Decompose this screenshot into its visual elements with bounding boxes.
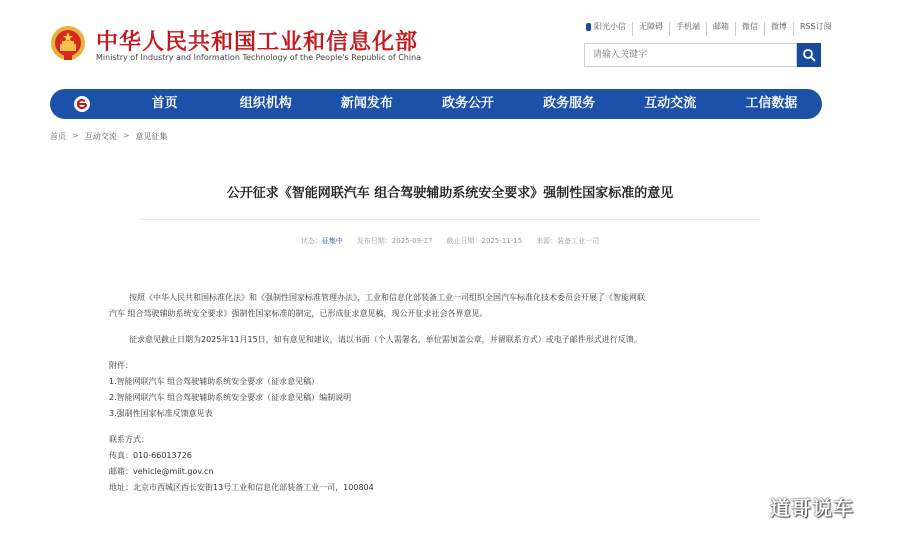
title-divider — [140, 219, 760, 220]
nav-logo[interactable] — [50, 89, 114, 119]
top-link-mailbox[interactable]: 邮箱 — [706, 22, 735, 36]
breadcrumb-separator: > — [122, 131, 130, 140]
watermark: 道哥说车 — [770, 496, 854, 520]
nav-public-affairs[interactable]: 政务公开 — [441, 96, 494, 111]
contact-fax: 传真：010-66013726 — [109, 451, 192, 460]
meta-status-label: 状态： — [300, 237, 322, 245]
paragraph-deadline: 征求意见截止日期为2025年11月15日，如有意见和建议，请以书面（个人需署名，单位需加盖公章，并留联系方式）或电子邮件形式进行反馈。 — [129, 335, 642, 344]
search-input[interactable] — [584, 43, 797, 67]
article-body — [109, 290, 769, 496]
attachment-link-3[interactable]: 3.强制性国家标准反馈意见表 — [109, 409, 213, 418]
article-title: 公开征求《智能网联汽车 组合驾驶辅助系统安全要求》强制性国家标准的意见 — [226, 186, 674, 201]
attachment-link-1[interactable]: 1.智能网联汽车 组合驾驶辅助系统安全要求（征求意见稿） — [109, 377, 320, 386]
nav-data[interactable]: 工信数据 — [745, 96, 798, 111]
search-button[interactable] — [797, 43, 821, 67]
paragraph-intro-line2: 汽车 组合驾驶辅助系统安全要求》强制性国家标准的制定，已形成征求意见稿，现公开征求社会各界意见。 — [109, 309, 488, 318]
contact-address: 地址：北京市西城区西长安街13号工业和信息化部装备工业一司，100804 — [109, 483, 374, 492]
attachments-label: 附件： — [109, 361, 133, 370]
main-nav — [50, 89, 822, 119]
top-link-mobile[interactable]: 手机端 — [669, 22, 706, 36]
nav-organization[interactable]: 组织机构 — [239, 96, 292, 111]
meta-status — [301, 236, 343, 246]
meta-source: 来源：装备工业一司 — [536, 237, 600, 245]
top-links — [584, 22, 838, 36]
meta-deadline: 截止日期：2025-11-15 — [446, 237, 523, 245]
nav-interaction[interactable]: 互动交流 — [644, 96, 697, 111]
search-icon — [802, 48, 816, 62]
breadcrumb-interaction[interactable]: 互动交流 — [84, 132, 117, 141]
national-emblem-icon[interactable] — [50, 24, 86, 62]
top-link-sunshine[interactable]: 阳光小信 — [584, 22, 632, 36]
paragraph-intro-line1: 按照《中华人民共和国标准化法》和《强制性国家标准管理办法》，工业和信息化部装备工业一司组织全国汽车标准化技术委员会开展了《智能网联 — [129, 293, 645, 302]
top-link-wechat[interactable]: 微信 — [735, 22, 764, 36]
breadcrumb-separator: > — [72, 131, 79, 140]
site-header — [0, 0, 900, 86]
breadcrumb-feedback[interactable]: 意见征集 — [135, 132, 168, 141]
top-link-rss[interactable]: RSS订阅 — [793, 22, 838, 36]
meta-publish-date: 发布日期：2025-09-17 — [356, 237, 433, 245]
breadcrumb — [50, 131, 167, 142]
contact-email[interactable]: 邮箱：vehicle@miit.gov.cn — [109, 467, 214, 476]
contact-label: 联系方式： — [109, 435, 149, 444]
nav-home[interactable]: 首页 — [151, 96, 178, 111]
attachment-link-2[interactable]: 2.智能网联汽车 组合驾驶辅助系统安全要求（征求意见稿）编制说明 — [109, 393, 352, 402]
top-link-weibo[interactable]: 微博 — [764, 22, 793, 36]
miit-logo-icon — [73, 95, 91, 113]
meta-status-value: 征集中 — [321, 237, 343, 245]
article-meta — [0, 236, 900, 246]
breadcrumb-home[interactable]: 首页 — [50, 132, 66, 141]
site-title[interactable]: 中华人民共和国工业和信息化部 — [96, 30, 419, 55]
nav-services[interactable]: 政务服务 — [543, 96, 596, 111]
nav-news[interactable]: 新闻发布 — [340, 96, 393, 111]
site-subtitle: Ministry of Industry and Information Technology of the People's Republic of China — [96, 53, 422, 62]
top-link-accessibility[interactable]: 无障碍 — [632, 22, 669, 36]
